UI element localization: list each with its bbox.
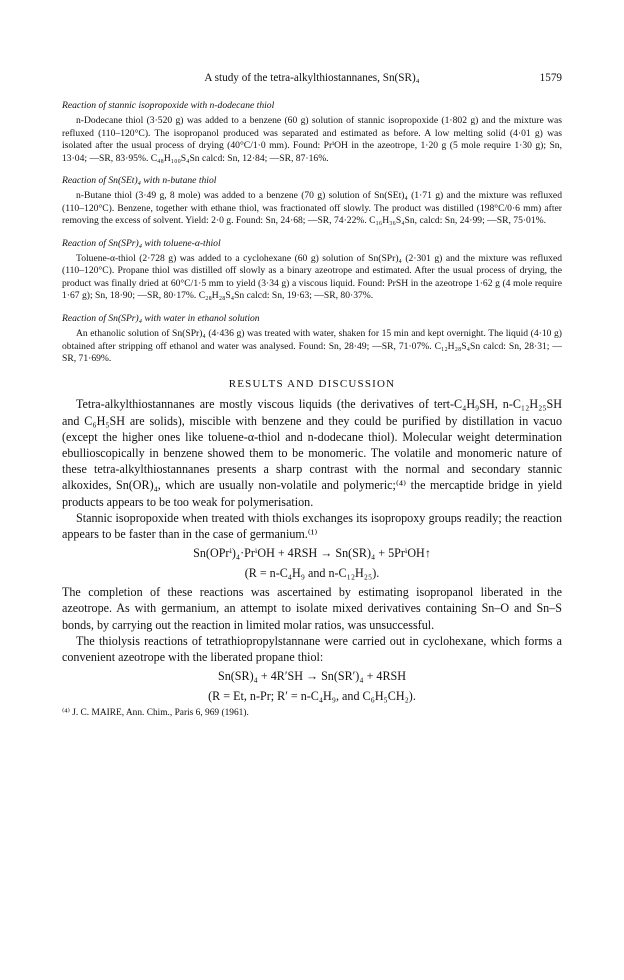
section-heading: Reaction of Sn(SPr)₄ with toluene-α-thiol — [62, 237, 221, 249]
section-body: n-Butane thiol (3·49 g, 8 mole) was added to a benzene (70 g) solution of Sn(SEt)₄ (1·71 g) and the mixture was refluxed (110–120°C). Benzene, together with ethane thiol, was fractionated off slowly. The product was distilled (198°C/0·6 mm) after removing the excess of solvent. Yield: 2·0 g. Found: Sn, 24·68; —SR, 74·22%. C₁₆H₃₆S₄Sn, calcd: Sn, 24·99; —SR, 75·01%. — [62, 190, 562, 227]
experimental-section-water — [62, 313, 562, 366]
page-number: 1579 — [539, 72, 562, 84]
results-heading: RESULTS AND DISCUSSION — [228, 378, 396, 391]
paragraph: Stannic isopropoxide when treated with thiols exchanges its isopropoxy groups readily; the reaction appears to be faster than in the case of germanium.⁽¹⁾ — [62, 510, 562, 541]
equation-1: Sn(OPrⁱ)₄·PrⁱOH + 4RSH → Sn(SR)₄ + 5PrⁱOH↑ — [193, 546, 431, 561]
section-heading: Reaction of Sn(SEt)₄ with n-butane thiol — [62, 175, 217, 187]
section-heading: Reaction of stannic isopropoxide with n-dodecane thiol — [62, 100, 275, 111]
equation-1-condition: (R = n-C₄H₉ and n-C₁₂H₂₅). — [244, 566, 380, 581]
section-body: Toluene-α-thiol (2·728 g) was added to a cyclohexane (60 g) solution of Sn(SPr)₄ (2·301 g) and the mixture was refluxed (110–120°C). Propane thiol was distilled off slowly as a binary azeotrope and estimated. After the usual process of drying, the product was finally dried at 60°C/1·5 mm to yield (3·34 g) a viscous liquid. Found: PrSH in the azeotrope 1·62 g (4 mole require 1·67 g); Sn, 18·90; —SR, 80·17%. C₂₈H₂₈S₄Sn calcd: Sn, 19·63; —SR, 80·37%. — [62, 253, 562, 302]
section-body: n-Dodecane thiol (3·520 g) was added to a benzene (60 g) solution of stannic isopropoxide (1·802 g) and the mixture was refluxed (110–120°C). The isopropanol produced was separated and estimated as before. A low melting solid (4·01 g) was isolated after the usual process of drying (40°C/1·0 mm). Found: PrⁱOH in the azeotrope, 1·20 g (5 mole require 1·30 g); Sn, 13·04; —SR, 83·95%. C₄₈H₁₀₀S₄Sn calcd: Sn, 12·84; —SR, 87·16%. — [62, 115, 562, 164]
equation-2: Sn(SR)₄ + 4R′SH → Sn(SR′)₄ + 4RSH — [218, 669, 406, 684]
paragraph: Tetra-alkylthiostannanes are mostly viscous liquids (the derivatives of tert-C₄H₉SH, n-C₁₂H₂₅SH and C₆H₅SH are solids), miscible with benzene and they could be purified by distillation in vacuo (except the higher ones like toluene-α-thiol and n-dodecane thiol). Molecular weight determination ebullioscopically in benzene showed them to be monomeric. The volatile and monomeric nature of these tetra-alkylthiostannanes presents a sharp contrast with the normal and secondary stannic alkoxides, Sn(OR)₄, which are usually non-volatile and polymeric;⁽⁴⁾ the mercaptide bridge in yield products appears to be too weak for polymerisation. — [62, 397, 562, 509]
experimental-section-dodecane — [62, 100, 562, 165]
running-header — [62, 72, 562, 90]
experimental-section-butane — [62, 175, 562, 228]
document-page — [62, 72, 562, 718]
section-heading: Reaction of Sn(SPr)₄ with water in ethanol solution — [62, 312, 260, 324]
running-title: A study of the tetra-alkylthiostannanes, Sn(SR)₄ — [204, 72, 420, 84]
equation-2-condition: (R = Et, n-Pr; R′ = n-C₄H₉, and C₆H₅CH₂). — [208, 689, 416, 704]
section-body: An ethanolic solution of Sn(SPr)₄ (4·436 g) was treated with water, shaken for 15 min and kept overnight. The liquid (4·10 g) obtained after stripping off ethanol and water was analysed. Found: Sn, 28·49; —SR, 71·07%. C₁₂H₂₈S₄Sn calcd: Sn, 28·31; —SR, 71·69%. — [62, 328, 562, 364]
footnote: ⁽⁴⁾ J. C. MAIRE, Ann. Chim., Paris 6, 969 (1961). — [62, 708, 249, 719]
paragraph: The thiolysis reactions of tetrathiopropylstannane were carried out in cyclohexane, which forms a convenient azeotrope with the liberated propane thiol: — [62, 633, 562, 664]
paragraph: The completion of these reactions was ascertained by estimating isopropanol liberated in the azeotrope. As with germanium, an attempt to isolate mixed derivatives containing Sn–O and Sn–S bonds, by carrying out the reaction in limited molar ratios, was unsuccessful. — [62, 585, 562, 632]
results-discussion — [62, 396, 562, 705]
experimental-section-toluene — [62, 238, 562, 303]
